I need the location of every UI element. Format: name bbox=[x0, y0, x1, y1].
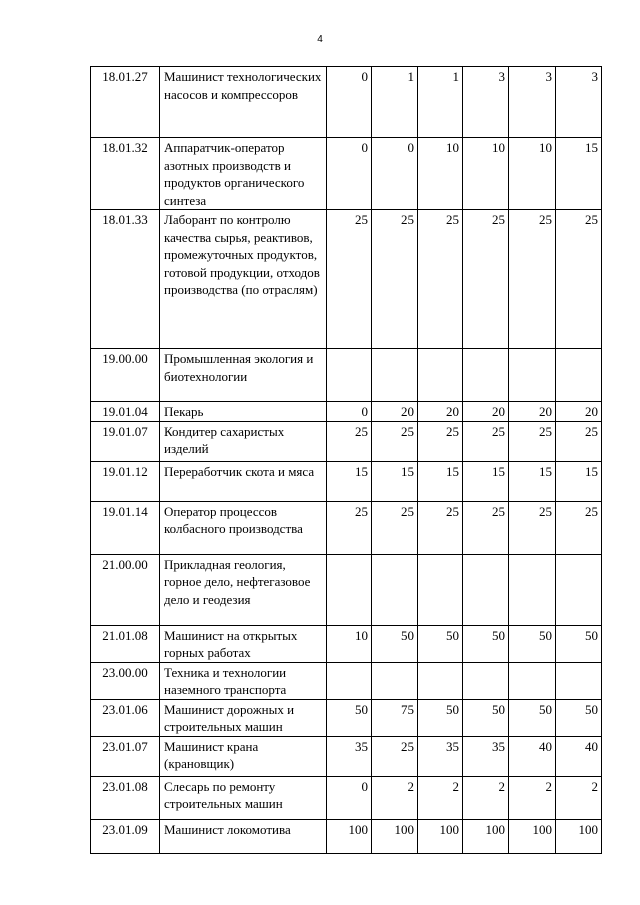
value-cell bbox=[556, 554, 602, 625]
profession-name: Кондитер сахаристых изделий bbox=[160, 421, 327, 461]
profession-code: 23.01.08 bbox=[91, 776, 160, 819]
value-cell: 50 bbox=[463, 699, 509, 736]
value-cell bbox=[463, 662, 509, 699]
value-cell: 25 bbox=[327, 501, 372, 554]
value-cell bbox=[372, 349, 418, 402]
value-cell: 75 bbox=[372, 699, 418, 736]
value-cell: 0 bbox=[372, 138, 418, 210]
value-cell: 20 bbox=[372, 402, 418, 422]
table-row bbox=[91, 819, 602, 853]
value-cell: 100 bbox=[556, 819, 602, 853]
table-row bbox=[91, 662, 602, 699]
profession-code: 23.00.00 bbox=[91, 662, 160, 699]
profession-name: Машинист локомотива bbox=[160, 819, 327, 853]
value-cell bbox=[327, 662, 372, 699]
value-cell bbox=[509, 554, 556, 625]
value-cell bbox=[556, 349, 602, 402]
value-cell: 50 bbox=[556, 625, 602, 662]
value-cell: 50 bbox=[327, 699, 372, 736]
value-cell: 1 bbox=[418, 67, 463, 138]
value-cell: 25 bbox=[418, 421, 463, 461]
profession-name: Машинист крана (крановщик) bbox=[160, 736, 327, 776]
value-cell: 20 bbox=[418, 402, 463, 422]
value-cell: 50 bbox=[418, 625, 463, 662]
profession-name: Лаборант по контролю качества сырья, реактивов, промежуточных продуктов, готовой продукции, отходов производства (по отраслям) bbox=[160, 210, 327, 349]
value-cell: 35 bbox=[463, 736, 509, 776]
profession-code: 18.01.27 bbox=[91, 67, 160, 138]
value-cell: 15 bbox=[372, 461, 418, 501]
value-cell: 35 bbox=[418, 736, 463, 776]
value-cell: 25 bbox=[463, 501, 509, 554]
value-cell: 40 bbox=[509, 736, 556, 776]
table-row bbox=[91, 67, 602, 138]
value-cell: 35 bbox=[327, 736, 372, 776]
value-cell: 25 bbox=[556, 501, 602, 554]
value-cell: 25 bbox=[327, 210, 372, 349]
table-row bbox=[91, 210, 602, 349]
profession-code: 18.01.32 bbox=[91, 138, 160, 210]
value-cell: 50 bbox=[418, 699, 463, 736]
value-cell: 10 bbox=[327, 625, 372, 662]
value-cell bbox=[327, 554, 372, 625]
profession-name: Слесарь по ремонту строительных машин bbox=[160, 776, 327, 819]
value-cell: 100 bbox=[463, 819, 509, 853]
profession-name: Переработчик скота и мяса bbox=[160, 461, 327, 501]
value-cell: 3 bbox=[509, 67, 556, 138]
value-cell: 0 bbox=[327, 402, 372, 422]
value-cell: 15 bbox=[556, 138, 602, 210]
value-cell: 10 bbox=[418, 138, 463, 210]
table-row bbox=[91, 402, 602, 422]
value-cell: 25 bbox=[372, 736, 418, 776]
value-cell bbox=[418, 662, 463, 699]
profession-name: Машинист технологических насосов и компрессоров bbox=[160, 67, 327, 138]
value-cell: 50 bbox=[509, 699, 556, 736]
value-cell: 25 bbox=[509, 421, 556, 461]
value-cell: 25 bbox=[372, 501, 418, 554]
value-cell bbox=[463, 349, 509, 402]
table-row bbox=[91, 699, 602, 736]
value-cell: 2 bbox=[463, 776, 509, 819]
table-row bbox=[91, 138, 602, 210]
value-cell: 50 bbox=[556, 699, 602, 736]
value-cell: 2 bbox=[509, 776, 556, 819]
profession-code: 23.01.07 bbox=[91, 736, 160, 776]
table-row bbox=[91, 625, 602, 662]
value-cell: 100 bbox=[327, 819, 372, 853]
profession-code: 19.01.04 bbox=[91, 402, 160, 422]
value-cell bbox=[509, 662, 556, 699]
value-cell: 3 bbox=[556, 67, 602, 138]
profession-name: Машинист на открытых горных работах bbox=[160, 625, 327, 662]
value-cell: 100 bbox=[418, 819, 463, 853]
value-cell: 15 bbox=[418, 461, 463, 501]
value-cell: 25 bbox=[327, 421, 372, 461]
profession-code: 21.00.00 bbox=[91, 554, 160, 625]
value-cell: 25 bbox=[418, 210, 463, 349]
profession-code: 19.01.12 bbox=[91, 461, 160, 501]
table-row bbox=[91, 736, 602, 776]
profession-code: 19.01.14 bbox=[91, 501, 160, 554]
profession-name: Промышленная экология и биотехнологии bbox=[160, 349, 327, 402]
table-row bbox=[91, 554, 602, 625]
value-cell: 25 bbox=[463, 210, 509, 349]
page-number: 4 bbox=[317, 34, 323, 45]
value-cell: 15 bbox=[463, 461, 509, 501]
value-cell: 20 bbox=[463, 402, 509, 422]
value-cell: 100 bbox=[509, 819, 556, 853]
value-cell: 50 bbox=[463, 625, 509, 662]
value-cell bbox=[418, 554, 463, 625]
value-cell: 2 bbox=[418, 776, 463, 819]
profession-code: 19.01.07 bbox=[91, 421, 160, 461]
value-cell: 15 bbox=[327, 461, 372, 501]
value-cell: 25 bbox=[418, 501, 463, 554]
table-row bbox=[91, 501, 602, 554]
value-cell: 3 bbox=[463, 67, 509, 138]
value-cell: 2 bbox=[372, 776, 418, 819]
value-cell bbox=[372, 662, 418, 699]
table-row bbox=[91, 461, 602, 501]
profession-code: 21.01.08 bbox=[91, 625, 160, 662]
value-cell: 25 bbox=[372, 421, 418, 461]
value-cell bbox=[327, 349, 372, 402]
table-row bbox=[91, 421, 602, 461]
professions-table bbox=[90, 66, 602, 854]
value-cell: 10 bbox=[509, 138, 556, 210]
table-row bbox=[91, 349, 602, 402]
value-cell: 25 bbox=[372, 210, 418, 349]
profession-name: Прикладная геология, горное дело, нефтегазовое дело и геодезия bbox=[160, 554, 327, 625]
value-cell: 25 bbox=[463, 421, 509, 461]
value-cell bbox=[509, 349, 556, 402]
value-cell: 0 bbox=[327, 67, 372, 138]
value-cell: 15 bbox=[509, 461, 556, 501]
value-cell: 10 bbox=[463, 138, 509, 210]
profession-code: 19.00.00 bbox=[91, 349, 160, 402]
value-cell: 25 bbox=[509, 501, 556, 554]
value-cell: 2 bbox=[556, 776, 602, 819]
table-row bbox=[91, 776, 602, 819]
value-cell: 15 bbox=[556, 461, 602, 501]
profession-code: 23.01.09 bbox=[91, 819, 160, 853]
value-cell: 50 bbox=[372, 625, 418, 662]
value-cell: 50 bbox=[509, 625, 556, 662]
value-cell: 20 bbox=[509, 402, 556, 422]
value-cell: 0 bbox=[327, 776, 372, 819]
value-cell: 100 bbox=[372, 819, 418, 853]
profession-name: Аппаратчик-оператор азотных производств и продуктов органического синтеза bbox=[160, 138, 327, 210]
value-cell bbox=[556, 662, 602, 699]
value-cell bbox=[418, 349, 463, 402]
profession-name: Машинист дорожных и строительных машин bbox=[160, 699, 327, 736]
profession-code: 18.01.33 bbox=[91, 210, 160, 349]
value-cell: 25 bbox=[556, 210, 602, 349]
value-cell: 20 bbox=[556, 402, 602, 422]
profession-name: Оператор процессов колбасного производства bbox=[160, 501, 327, 554]
value-cell: 40 bbox=[556, 736, 602, 776]
value-cell: 25 bbox=[509, 210, 556, 349]
value-cell bbox=[372, 554, 418, 625]
profession-code: 23.01.06 bbox=[91, 699, 160, 736]
value-cell: 0 bbox=[327, 138, 372, 210]
value-cell: 25 bbox=[556, 421, 602, 461]
profession-name: Техника и технологии наземного транспорта bbox=[160, 662, 327, 699]
profession-name: Пекарь bbox=[160, 402, 327, 422]
value-cell: 1 bbox=[372, 67, 418, 138]
value-cell bbox=[463, 554, 509, 625]
